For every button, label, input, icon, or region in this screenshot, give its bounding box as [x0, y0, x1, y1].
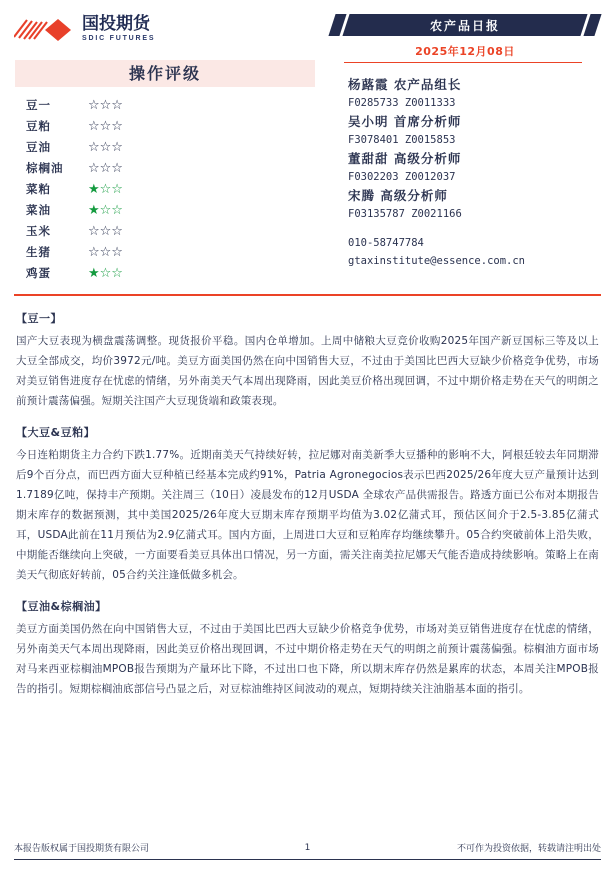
analyst-name: 吴小明 首席分析师: [348, 114, 462, 129]
logo-mark-icon: [14, 17, 76, 41]
rating-row: [26, 158, 334, 178]
rating-row: [26, 116, 334, 136]
logo-name-en: SDIC FUTURES: [82, 34, 156, 42]
report-body: [0, 296, 615, 699]
report-date: 2025年12月08日: [415, 45, 515, 58]
rating-label: 鸡蛋: [26, 266, 51, 280]
header-left-column: [14, 14, 334, 290]
rating-stars: ★☆☆: [88, 265, 123, 281]
logo-diamond-icon: [44, 18, 72, 42]
rating-label: 菜粕: [26, 182, 51, 196]
analyst-list: [348, 75, 602, 270]
rating-row: [26, 242, 334, 262]
logo-stripes-icon: [14, 17, 48, 41]
contact-email[interactable]: gtaxinstitute@essence.com.cn: [348, 255, 526, 267]
analyst-license-codes: F0302203 Z0012037: [348, 171, 456, 183]
rating-list: [14, 95, 334, 283]
rating-row: [26, 179, 334, 199]
footer-copyright: 本报告版权属于国投期货有限公司: [14, 844, 150, 854]
company-logo: [14, 14, 334, 44]
analyst-license-codes: F3078401 Z0015853: [348, 134, 456, 146]
analyst-name: 董甜甜 高级分析师: [348, 151, 462, 166]
analyst-entry: [348, 149, 602, 186]
section-paragraph: 美豆方面美国仍然在向中国销售大豆，不过由于美国比巴西大豆缺少价格竞争优势，市场对美豆销售进度存在忧虑的情绪，另外南美天气本周出现降雨，因此美豆价格出现回调，不过中期价格走势在天气的明朗之前预计震荡偏强。棕榈油方面市场对马来西亚棕榈油MPOB报告预期为产量环比下降，不过出口也下降，所以期末库存仍然是累库的状态，本周关注MPOB报告的指引。短期棕榈油底部信号凸显之后，对豆棕油维持区间波动的观点，短期持续关注油脂基本面的指引。: [16, 623, 599, 695]
rating-row: [26, 221, 334, 241]
section-heading: 【豆一】: [16, 312, 62, 325]
rating-stars: ☆☆☆: [88, 118, 123, 134]
rating-stars: ☆☆☆: [88, 223, 123, 239]
report-section: [16, 424, 599, 585]
analyst-name: 宋腾 高级分析师: [348, 188, 448, 203]
rating-label: 豆油: [26, 140, 51, 154]
rating-row: [26, 137, 334, 157]
analyst-license-codes: F03135787 Z0021166: [348, 208, 462, 220]
date-divider: [344, 62, 582, 63]
page-header: [0, 0, 615, 290]
logo-name-cn: 国投期货: [82, 13, 150, 34]
rating-stars: ☆☆☆: [88, 97, 123, 113]
report-title-banner: [346, 14, 584, 36]
rating-label: 棕榈油: [26, 161, 64, 175]
rating-label: 菜油: [26, 203, 51, 217]
header-right-column: [344, 14, 602, 290]
report-date-block: [346, 43, 584, 59]
analyst-entry: [348, 75, 602, 112]
rating-stars: ☆☆☆: [88, 139, 123, 155]
logo-wordmark: [82, 13, 156, 43]
report-title: 农产品日报: [429, 18, 500, 33]
footer-disclaimer: 不可作为投资依据，转载请注明出处: [456, 844, 601, 854]
rating-label: 生猪: [26, 245, 51, 259]
section-paragraph: 国产大豆表现为横盘震荡调整。现货报价平稳。国内仓单增加。上周中储粮大豆竞价收购2025年国产新豆国标三等及以上大豆全部成交，均价3972元/吨。美豆方面美国仍然在向中国销售大豆，不过由于美国比巴西大豆缺少价格竞争优势，市场对美豆销售进度存在忧虑的情绪，另外南美天气本周出现降雨，因此美豆价格出现回调，不过中期价格走势在天气的明朗之前预计震荡偏强。短期关注国产大豆现货端和政策表现。: [16, 335, 599, 407]
footer-row: [14, 841, 601, 859]
footer-page-number: 1: [304, 842, 311, 853]
analyst-license-codes: F0285733 Z0011333: [348, 97, 456, 109]
rating-row: [26, 263, 334, 283]
rating-label: 玉米: [26, 224, 51, 238]
rating-row: [26, 95, 334, 115]
rating-stars: ★☆☆: [88, 202, 123, 218]
report-section: [16, 310, 599, 411]
rating-row: [26, 200, 334, 220]
analyst-entry: [348, 186, 602, 223]
page-footer: [14, 841, 601, 860]
analyst-entry: [348, 112, 602, 149]
rating-stars: ☆☆☆: [88, 244, 123, 260]
rating-stars: ☆☆☆: [88, 160, 123, 176]
report-section: [16, 598, 599, 699]
footer-divider: [14, 859, 601, 860]
rating-panel-title: 操作评级: [15, 60, 315, 87]
rating-label: 豆一: [26, 98, 51, 112]
rating-label: 豆粕: [26, 119, 51, 133]
section-heading: 【大豆&豆粕】: [16, 426, 96, 439]
analyst-name: 杨蕗霞 农产品组长: [348, 77, 462, 92]
contact-phone: 010-58747784: [348, 237, 424, 249]
section-paragraph: 今日连粕期货主力合约下跌1.77%。近期南美天气持续好转，拉尼娜对南美新季大豆播种的影响不大，阿根廷较去年同期滞后9个百分点，而巴西方面大豆种植已经基本完成约91%，Patria Agronegocios表示巴西2025/26年度大豆产量预计达到1.7189亿吨，保持丰产预期。关注周三（10日）凌晨发布的12月USDA 全球农产品供需报告。路透方面已公布对本期报告期末库存的数据预测，其中美国2025/26年度大豆期末库存预期平均值为3.02亿蒲式耳，预估区间介于2.5-3.85亿蒲式耳，USDA此前在11月预估为2.9亿蒲式耳。国内方面，上周进口大豆和豆粕库存均继续攀升。05合约突破前体上沿失败，中期能否继续向上突破，一方面要看美豆具体出口情况，另一方面，需关注南美拉尼娜天气能否造成持续影响。策略上在南美天气彻底好转前，05合约关注逢低做多机会。: [16, 449, 599, 581]
rating-stars: ★☆☆: [88, 181, 123, 197]
section-heading: 【豆油&棕榈油】: [16, 600, 107, 613]
